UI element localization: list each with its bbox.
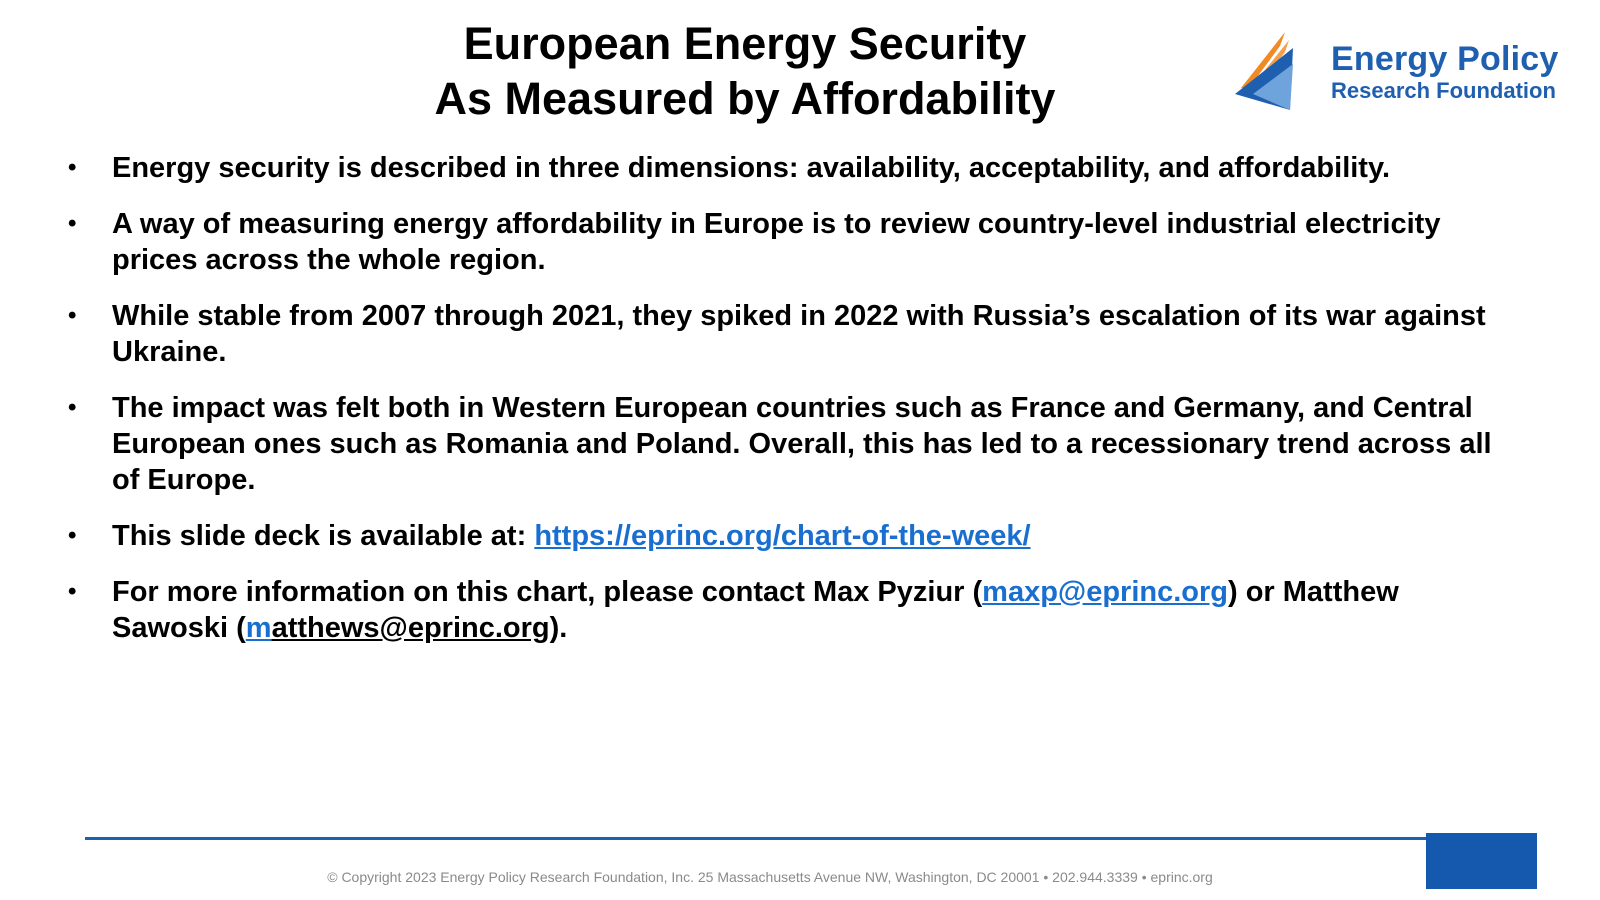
bullet-item bbox=[64, 206, 1504, 278]
slide-title bbox=[330, 16, 1160, 126]
contact-email-link-max[interactable]: maxp@eprinc.org bbox=[982, 576, 1228, 608]
bullet-text: A way of measuring energy affordability in Europe is to review country-level industrial electricity prices across the whole region. bbox=[112, 208, 1441, 276]
bullet-text: ) or Matthew Sawoski ( bbox=[112, 576, 1399, 644]
footer-accent-box bbox=[1426, 833, 1537, 889]
bullet-text: The impact was felt both in Western European countries such as France and Germany, and Central European ones such as Romania and Poland. Overall, this has led to a recessionary trend across all of Europe. bbox=[112, 392, 1492, 496]
bullet-text: Energy security is described in three dimensions: availability, acceptability, and affordability. bbox=[112, 152, 1390, 184]
footer-divider bbox=[85, 837, 1435, 840]
contact-email-link-matthew[interactable] bbox=[246, 612, 550, 644]
bullet-text: For more information on this chart, please contact Max Pyziur ( bbox=[112, 576, 983, 608]
bullet-list bbox=[64, 150, 1504, 666]
bullet-text: This slide deck is available at: bbox=[112, 520, 535, 552]
title-line-2: As Measured by Affordability bbox=[434, 73, 1056, 124]
bullet-item bbox=[64, 574, 1504, 646]
bullet-marker: • bbox=[68, 154, 77, 181]
bullet-item bbox=[64, 518, 1504, 554]
bullet-marker: • bbox=[68, 578, 77, 605]
bullet-text: While stable from 2007 through 2021, they spiked in 2022 with Russia’s escalation of its war against Ukraine. bbox=[112, 300, 1486, 368]
bullet-marker: • bbox=[68, 302, 77, 329]
bullet-item bbox=[64, 298, 1504, 370]
bullet-marker: • bbox=[68, 394, 77, 421]
eprf-logo bbox=[1235, 26, 1585, 116]
bullet-item bbox=[64, 390, 1504, 498]
bullet-marker: • bbox=[68, 522, 77, 549]
footer-copyright: © Copyright 2023 Energy Policy Research Foundation, Inc. 25 Massachusetts Avenue NW, Washington, DC 20001 • 202.944.3339 • eprinc.org bbox=[327, 869, 1213, 885]
logo-mark-icon bbox=[1235, 26, 1325, 116]
email-first-letter: m bbox=[245, 612, 272, 644]
bullet-marker: • bbox=[68, 210, 77, 237]
bullet-text: ). bbox=[549, 612, 568, 644]
bullet-item bbox=[64, 150, 1504, 186]
logo-wordmark bbox=[1331, 40, 1558, 104]
slide-deck-link[interactable]: https://eprinc.org/chart-of-the-week/ bbox=[534, 520, 1031, 552]
title-line-1: European Energy Security bbox=[463, 18, 1027, 69]
logo-line-1: Energy Policy bbox=[1331, 40, 1559, 78]
logo-line-2: Research Foundation bbox=[1331, 78, 1556, 103]
email-rest: atthews@eprinc.org bbox=[271, 612, 550, 644]
